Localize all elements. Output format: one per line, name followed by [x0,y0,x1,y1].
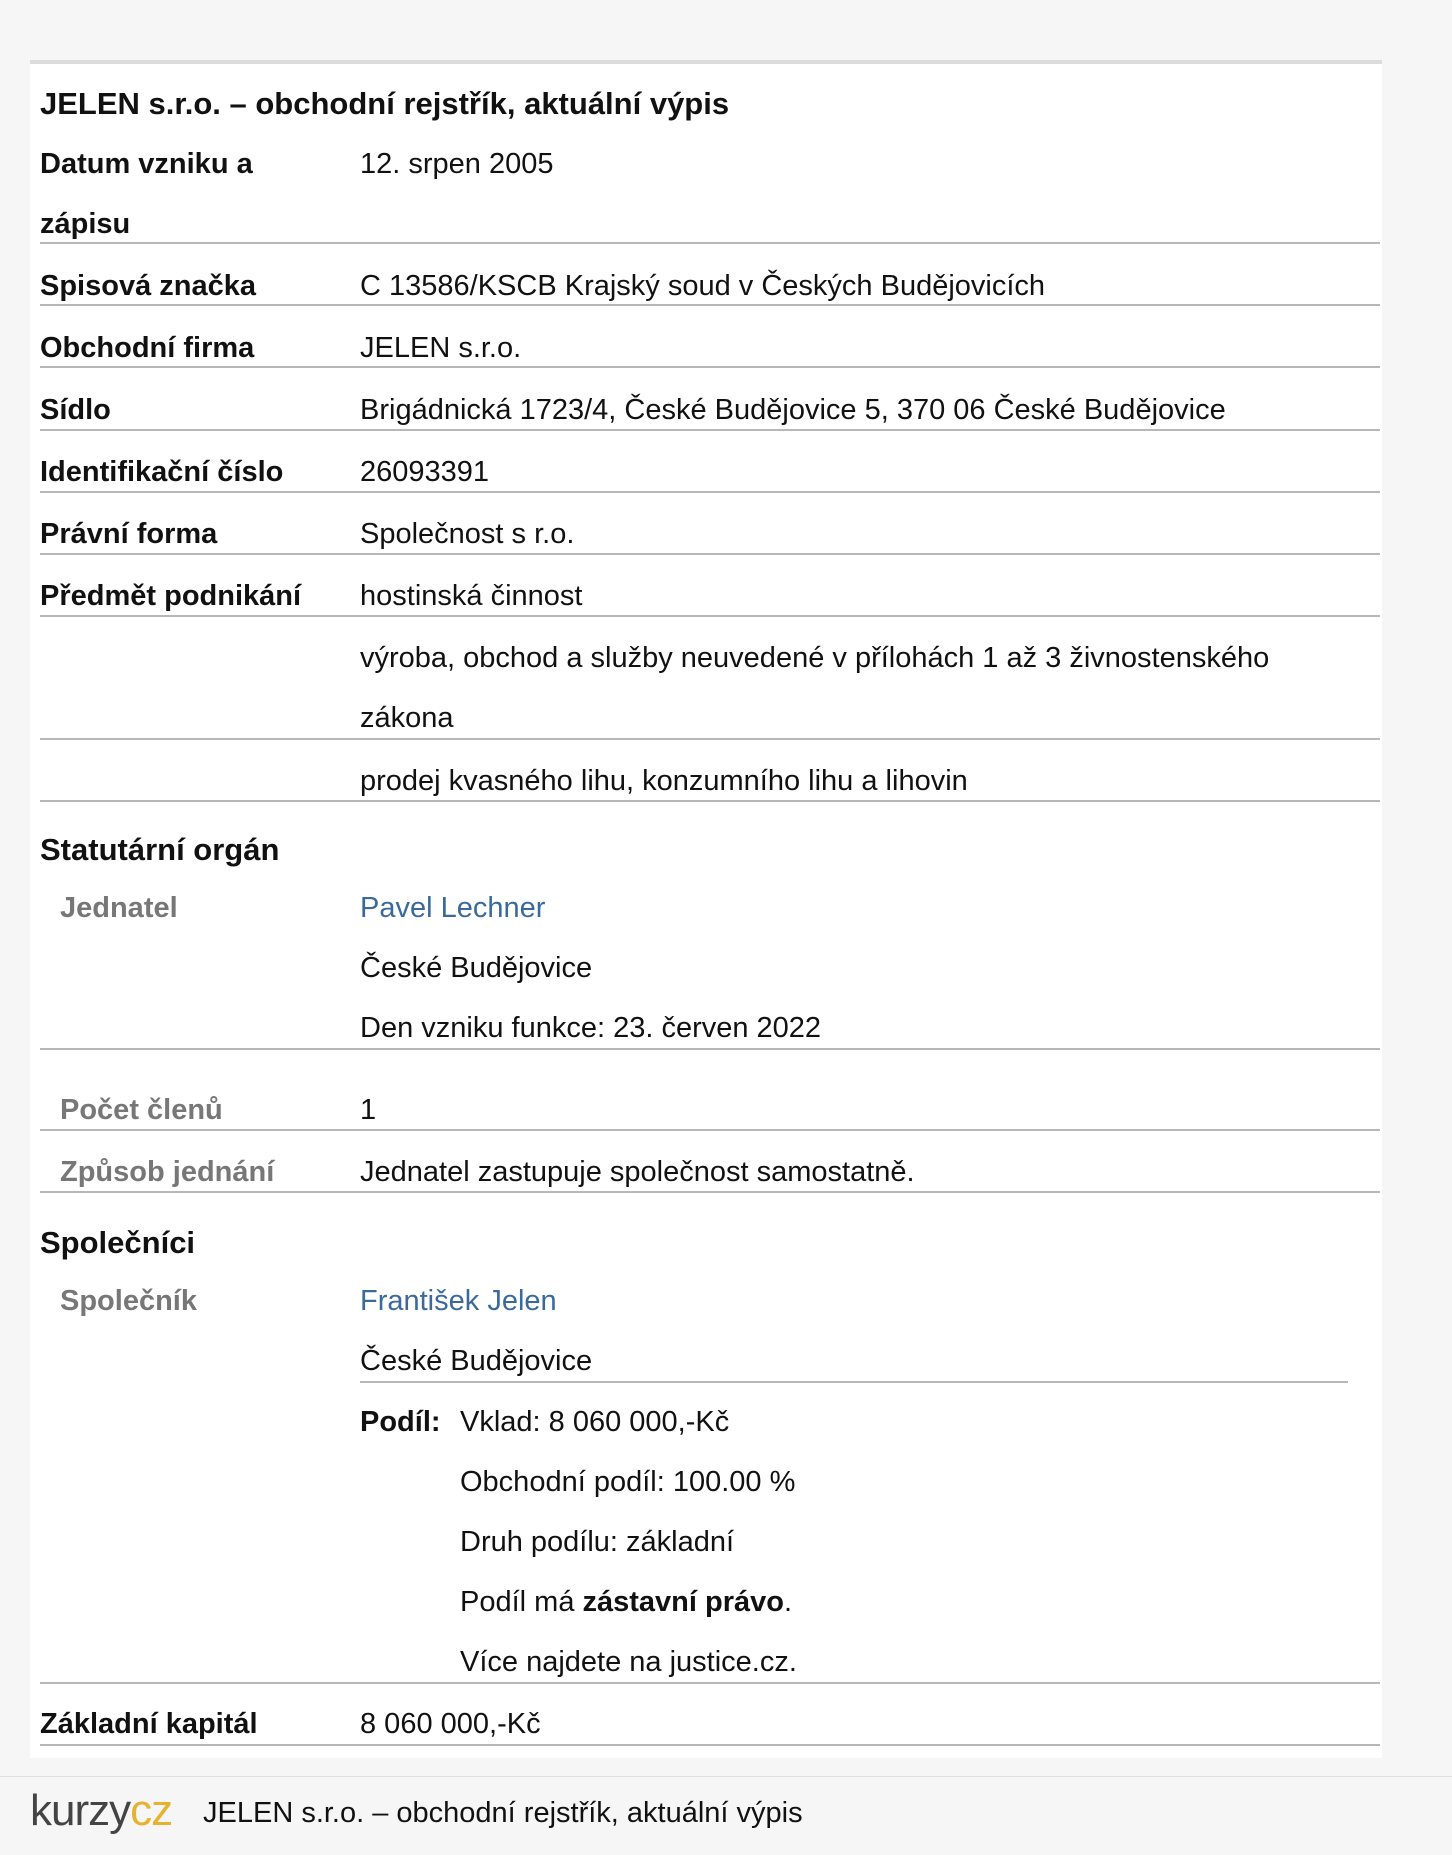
zastavni-suffix: . [783,1586,793,1618]
divider [40,1129,1380,1131]
firma-label: Obchodní firma [40,332,255,364]
zastavni-prefix: Podíl má [460,1586,583,1618]
divider [40,304,1380,306]
podil-zastavni [460,1572,792,1632]
pocet-value: 1 [360,1094,377,1126]
spisova-value: C 13586/KSCB Krajský soud v Českých Budějovicích [360,270,1046,302]
podil-label: Podíl: [360,1406,441,1438]
spolecnik-city: České Budějovice [360,1345,593,1377]
footer-title: JELEN s.r.o. – obchodní rejstřík, aktuální výpis [203,1797,803,1829]
podil-obchodni: Obchodní podíl: 100.00 % [460,1466,796,1498]
divider [40,1744,1380,1746]
podil-vklad: Vklad: 8 060 000,-Kč [460,1406,730,1438]
spolecnik-name-link[interactable]: František Jelen [360,1285,557,1317]
divider [40,429,1380,431]
datum-label-cont: zápisu [40,208,131,240]
register-extract-panel [30,60,1382,1758]
predmet-label: Předmět podnikání [40,580,302,612]
spolecnici-heading: Společníci [40,1225,196,1260]
divider [40,491,1380,493]
divider [40,1048,1380,1050]
logo-part-cz: cz [130,1786,173,1835]
divider [40,800,1380,802]
zpusob-value: Jednatel zastupuje společnost samostatně. [360,1156,915,1188]
pocet-label: Počet členů [60,1094,223,1126]
page-title: JELEN s.r.o. – obchodní rejstřík, aktuální výpis [40,86,730,121]
podil-vice: Více najdete na justice.cz. [460,1646,797,1678]
divider [360,1381,1348,1383]
kapital-label: Základní kapitál [40,1708,258,1740]
divider [40,1191,1380,1193]
divider [40,738,1380,740]
jednatel-label: Jednatel [60,892,178,924]
jednatel-city: České Budějovice [360,952,593,984]
logo-part-kurzy: kurzy [30,1786,131,1835]
jednatel-since: Den vzniku funkce: 23. červen 2022 [360,1012,822,1044]
datum-label: Datum vzniku a [40,148,253,180]
divider [40,1682,1380,1684]
divider [40,553,1380,555]
spisova-label: Spisová značka [40,270,256,302]
podil-druh: Druh podílu: základní [460,1526,735,1558]
divider [40,242,1380,244]
sidlo-label: Sídlo [40,394,111,426]
ico-value: 26093391 [360,456,490,488]
forma-label: Právní forma [40,518,218,550]
divider [40,615,1380,617]
predmet-item: výroba, obchod a služby neuvedené v přílohách 1 až 3 živnostenského [360,642,1270,674]
ico-label: Identifikační číslo [40,456,284,488]
predmet-item-cont: zákona [360,702,454,734]
jednatel-name-link[interactable]: Pavel Lechner [360,892,546,924]
footer-bar [0,1776,1452,1855]
predmet-item: hostinská činnost [360,580,583,612]
predmet-item: prodej kvasného lihu, konzumního lihu a lihovin [360,765,968,797]
sidlo-value: Brigádnická 1723/4, České Budějovice 5, 370 06 České Budějovice [360,394,1226,426]
forma-value: Společnost s r.o. [360,518,575,550]
firma-value: JELEN s.r.o. [360,332,522,364]
kapital-value: 8 060 000,-Kč [360,1708,541,1740]
zastavni-bold: zástavní právo [582,1586,784,1618]
statutarni-heading: Statutární orgán [40,832,280,867]
kurzy-logo[interactable] [30,1781,172,1841]
spolecnik-label: Společník [60,1285,197,1317]
zpusob-label: Způsob jednání [60,1156,275,1188]
divider [40,366,1380,368]
datum-value: 12. srpen 2005 [360,148,554,180]
